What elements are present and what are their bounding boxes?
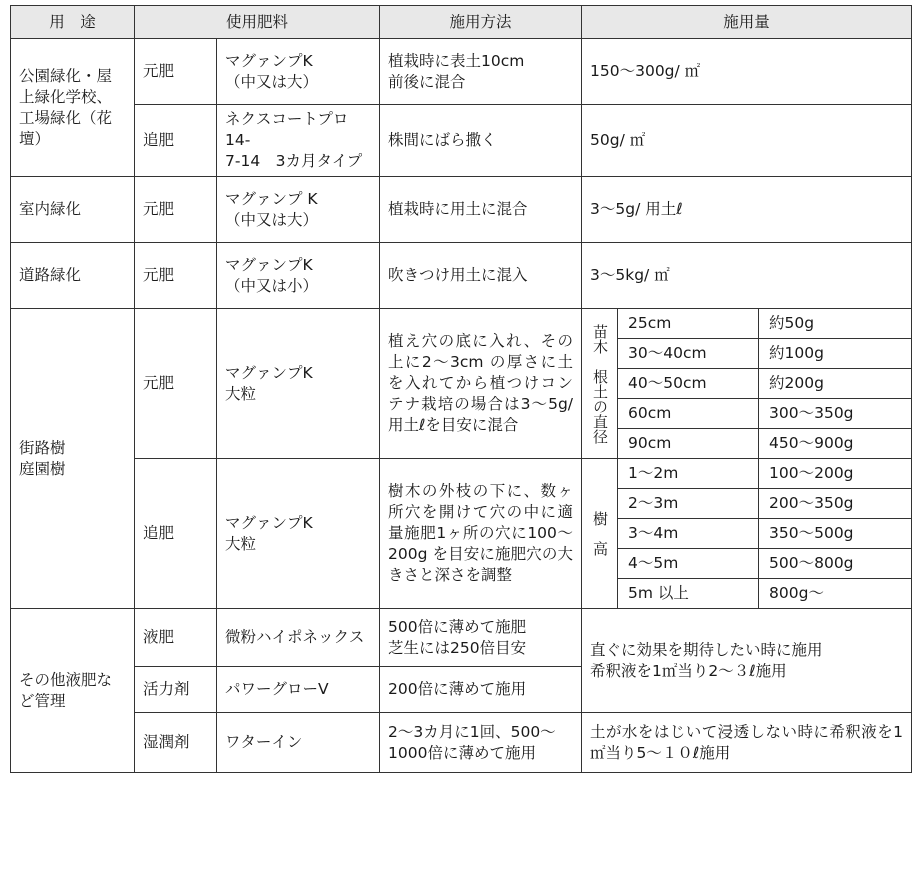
- use-cell: 室内緑化: [11, 177, 135, 243]
- size-cell: 25cm: [618, 309, 759, 339]
- method-cell: 植え穴の底に入れ、その上に2～3cm の厚さに土を入れてから植つけコンテナ栽培の場合は3～5g/ 用土ℓを目安に混合: [380, 309, 582, 459]
- product-cell: パワーグローV: [217, 667, 380, 713]
- amount-cell: 150～300g/ ㎡: [582, 39, 912, 105]
- sub-label: 樹 高: [582, 459, 618, 609]
- size-cell: 90cm: [618, 429, 759, 459]
- type-cell: 液肥: [135, 609, 217, 667]
- sub-amount-cell: 800g～: [759, 579, 912, 609]
- use-cell: 公園緑化・屋上緑化学校、工場緑化（花壇）: [11, 39, 135, 177]
- product-cell: 微粉ハイポネックス: [217, 609, 380, 667]
- use-cell: 街路樹 庭園樹: [11, 309, 135, 609]
- method-cell: 植栽時に用土に混合: [380, 177, 582, 243]
- size-cell: 60cm: [618, 399, 759, 429]
- method-cell: 200倍に薄めて施用: [380, 667, 582, 713]
- product-cell: ネクスコートプロ14- 7-14 3カ月タイプ: [217, 105, 380, 177]
- size-cell: 1～2m: [618, 459, 759, 489]
- header-use: 用 途: [11, 6, 135, 39]
- product-cell: ワターイン: [217, 713, 380, 773]
- amount-cell: 直ぐに効果を期待したい時に施用 希釈液を1㎡当り2～３ℓ施用: [582, 609, 912, 713]
- method-cell: 500倍に薄めて施肥 芝生には250倍目安: [380, 609, 582, 667]
- method-cell: 2～3カ月に1回、500～ 1000倍に薄めて施用: [380, 713, 582, 773]
- use-cell: 道路緑化: [11, 243, 135, 309]
- size-cell: 4～5m: [618, 549, 759, 579]
- table-row: [11, 243, 912, 309]
- method-cell: 吹きつけ用土に混入: [380, 243, 582, 309]
- type-cell: 元肥: [135, 309, 217, 459]
- table-row: [11, 105, 912, 177]
- method-cell: 植栽時に表土10cm 前後に混合: [380, 39, 582, 105]
- sub-amount-cell: 200～350g: [759, 489, 912, 519]
- table-row: [11, 309, 912, 339]
- sub-amount-cell: 350～500g: [759, 519, 912, 549]
- type-cell: 活力剤: [135, 667, 217, 713]
- method-cell: 樹木の外枝の下に、数ヶ所穴を開けて穴の中に適量施肥1ヶ所の穴に100～200g を目安に施肥穴の大きさと深さを調整: [380, 459, 582, 609]
- header-fertilizer: 使用肥料: [135, 6, 380, 39]
- type-cell: 元肥: [135, 177, 217, 243]
- sub-amount-cell: 約100g: [759, 339, 912, 369]
- table-row: [11, 459, 912, 489]
- type-cell: 元肥: [135, 39, 217, 105]
- type-cell: 追肥: [135, 105, 217, 177]
- sub-amount-cell: 450～900g: [759, 429, 912, 459]
- type-cell: 元肥: [135, 243, 217, 309]
- product-cell: マグァンプK 大粒: [217, 309, 380, 459]
- table-row: [11, 39, 912, 105]
- size-cell: 30～40cm: [618, 339, 759, 369]
- product-cell: マグァンプK 大粒: [217, 459, 380, 609]
- header-amount: 施用量: [582, 6, 912, 39]
- table-row: [11, 609, 912, 667]
- product-cell: マグァンプ K （中又は大）: [217, 177, 380, 243]
- type-cell: 湿潤剤: [135, 713, 217, 773]
- table-row: [11, 177, 912, 243]
- sub-amount-cell: 約200g: [759, 369, 912, 399]
- sub-label: 苗木 根土の直径: [582, 309, 618, 459]
- type-cell: 追肥: [135, 459, 217, 609]
- size-cell: 2～3m: [618, 489, 759, 519]
- header-row: [11, 6, 912, 39]
- amount-cell: 50g/ ㎡: [582, 105, 912, 177]
- fertilizer-table: [10, 5, 912, 773]
- product-cell: マグァンプK （中又は大）: [217, 39, 380, 105]
- amount-cell: 3～5g/ 用土ℓ: [582, 177, 912, 243]
- product-cell: マグァンプK （中又は小）: [217, 243, 380, 309]
- sub-amount-cell: 300～350g: [759, 399, 912, 429]
- sub-amount-cell: 約50g: [759, 309, 912, 339]
- sub-amount-cell: 100～200g: [759, 459, 912, 489]
- sub-amount-cell: 500～800g: [759, 549, 912, 579]
- size-cell: 3～4m: [618, 519, 759, 549]
- use-cell: その他液肥など管理: [11, 609, 135, 773]
- table-row: [11, 713, 912, 773]
- header-method: 施用方法: [380, 6, 582, 39]
- method-cell: 株間にばら撒く: [380, 105, 582, 177]
- amount-cell: 土が水をはじいて浸透しない時に希釈液を1㎡当り5～１０ℓ施用: [582, 713, 912, 773]
- amount-cell: 3～5kg/ ㎡: [582, 243, 912, 309]
- size-cell: 5m 以上: [618, 579, 759, 609]
- size-cell: 40～50cm: [618, 369, 759, 399]
